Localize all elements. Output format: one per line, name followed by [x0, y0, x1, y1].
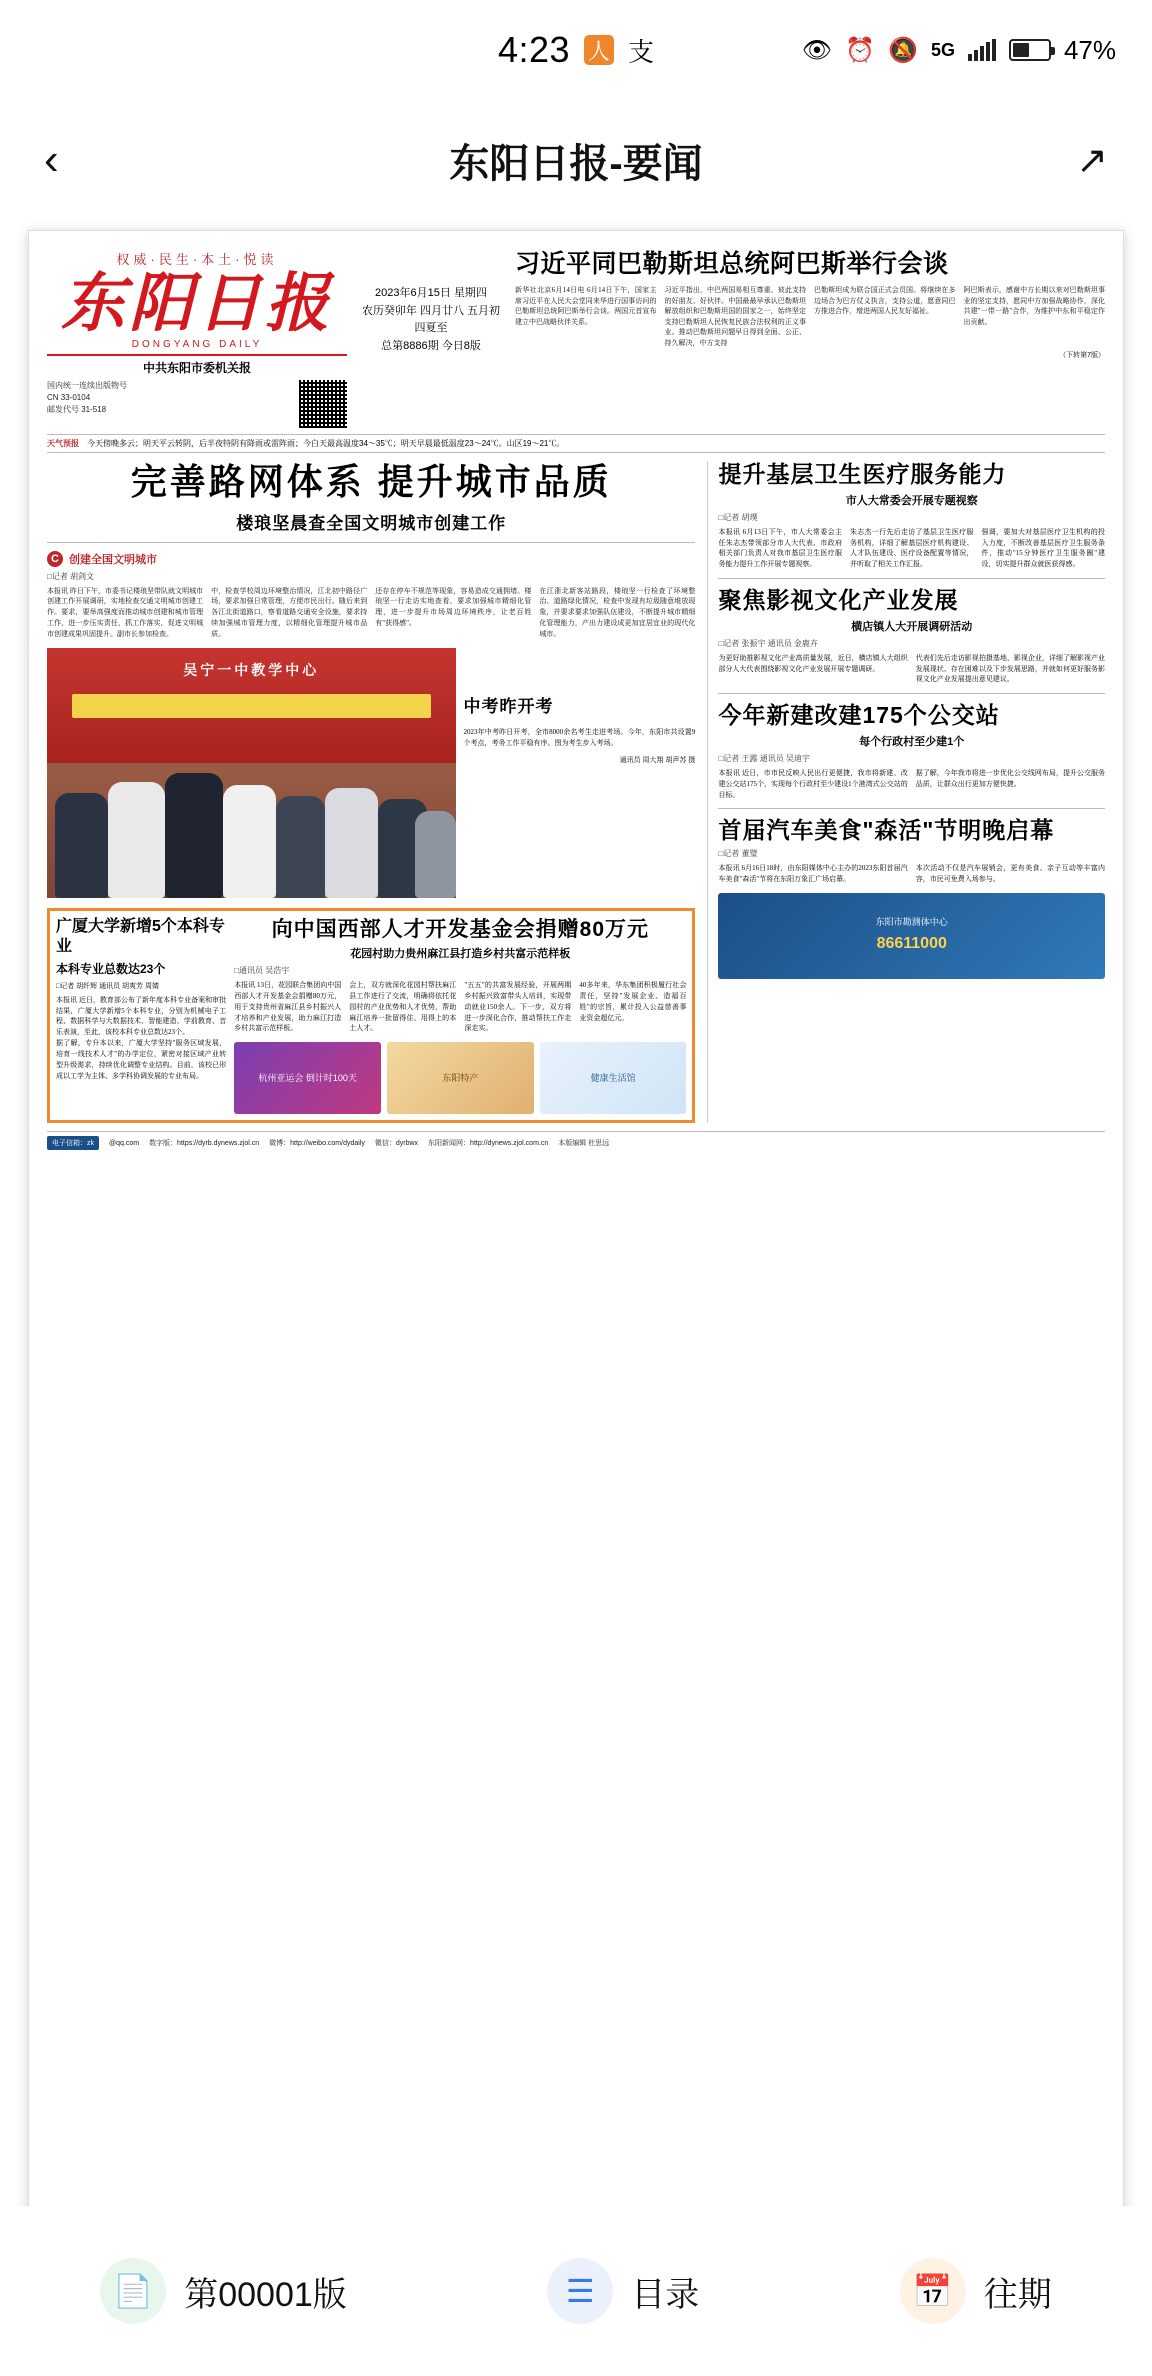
donation-paragraph: 会上，双方就深化花园村帮扶麻江县工作进行了交流，明确将依托花园村的产业优势和人才优势，帮助麻江培养一批留得住、用得上的本土人才。: [349, 980, 457, 1033]
divider: [718, 578, 1105, 579]
page-icon: 📄: [100, 2258, 166, 2324]
person-icon: 人: [584, 35, 614, 65]
masthead-date: [361, 249, 501, 428]
bottom-toolbar: [0, 2206, 1152, 2376]
masthead-meta-line-1: 国内统一连续出版物号: [47, 381, 127, 391]
status-bar: [0, 0, 1152, 100]
network-type: 5G: [930, 39, 955, 60]
weather-text: 今天傍晚多云；明天平云转阴，后半夜特阴有降雨或雷阵雨；今白天最高温度34～35℃；明天早晨最低温度23～24℃。山区19～21℃。: [87, 439, 565, 449]
divider: [47, 542, 695, 543]
story-health-paragraph: 强调，要加大对基层医疗卫生机构的投入力度，不断改善基层医疗卫生服务条件，推动"15分钟医疗卫生服务圈"建设，切实提升群众就医获得感。: [981, 527, 1105, 569]
product-ad-2[interactable]: 健康生活馆: [540, 1042, 687, 1114]
right-column: [707, 461, 1105, 1123]
story-film[interactable]: [718, 587, 1105, 685]
story-health-subhead: 市人大常委会开展专题视察: [845, 494, 978, 507]
status-bar-right: [802, 0, 1116, 100]
university-story-byline: □记者 胡纤辉 通讯员 胡爽芳 周婧: [56, 982, 160, 990]
service-ad-title: 东阳市勘测体中心: [875, 917, 948, 928]
story-food-paragraph: 本次活动不仅是汽车展销会，更有美食、亲子互动等丰富内容，市民可免费入场参与。: [915, 864, 1105, 883]
newspaper-footer: [47, 1131, 1105, 1150]
donation-paragraph: 本报讯 13日，花园联合集团向中国西部人才开发基金会捐赠80万元，用于支持贵州省麻江县乡村振兴人才培养和产业发展，助力麻江打造乡村共富示范样板。: [234, 980, 342, 1033]
story-film-headline: 聚焦影视文化产业发展: [718, 587, 959, 614]
photo-credit: 通讯员 周大翔 胡声苏 摄: [619, 757, 696, 765]
story-health-headline: 提升基层卫生医疗服务能力: [718, 461, 1007, 488]
badge-circle-icon: C: [47, 551, 63, 567]
toolbar-item-contents-label: 目录: [631, 2275, 700, 2314]
story-bus-subhead: 每个行政村至少建1个: [859, 735, 965, 748]
story-bus[interactable]: [718, 702, 1105, 800]
divider: [718, 808, 1105, 809]
donation-story[interactable]: [234, 917, 686, 1114]
story-food-body: [718, 863, 1105, 885]
masthead-meta-line-3: 邮发代号 31-518: [47, 405, 107, 415]
lead-paragraph: 习近平指出，中巴两国易相互尊重、彼此支持的好朋友、好伙伴。中国最最早承认巴勒斯坦解放组织和巴勒斯坦国的国家之一，始终坚定支持巴勒斯坦人民恢复民族合法权利的正义事业。推动巴勒斯坦问题早日得到全面、公正、持久解决，中方支持: [664, 286, 806, 347]
masthead-logo-en: DONGYANG DAILY: [131, 339, 263, 351]
main-paragraph: 还存在停车不规范等现象，容易造成交通拥堵。楼琅坚一行走访实地查看，要求加强城市精细化管理，进一步提升市场周边环境秩序，让老百姓有"获得感"。: [375, 586, 532, 628]
masthead-meta: [47, 380, 347, 428]
story-bus-body: [718, 768, 1105, 801]
main-paragraph: 本报讯 昨日下午，市委书记楼琅坚带队就文明城市创建工作开展调研，实地检查交通文明城市创建工作。要求，要举高强度而推动城市创建和城市管理工作，进一步压实责任，抓工作落实，促进文明城市创建成果巩固提升。副市长参加检查。: [47, 586, 204, 638]
page-title: 东阳日报-要闻: [449, 141, 703, 186]
title-bar: [0, 100, 1152, 220]
service-ad[interactable]: [718, 893, 1105, 979]
toolbar-item-archive-label: 往期: [983, 2275, 1052, 2314]
story-food-festival[interactable]: [718, 817, 1105, 884]
lead-paragraph: 巴勒斯坦成为联合国正式会员国。将继续在多边场合为巴方仗义执言，支持公道，愿意同巴方推进合作，增进两国人民友好福祉。: [814, 286, 956, 315]
story-film-byline: □记者 张振宇 通讯员 金鹿卉: [718, 638, 818, 648]
footer-item: @qq.com: [109, 1139, 140, 1147]
masthead-logo: 东阳日报: [61, 268, 333, 339]
donation-subhead: 花园村助力贵州麻江县打造乡村共富示范样板: [350, 947, 571, 960]
back-icon[interactable]: ‹: [44, 135, 59, 184]
masthead-date-line-2: 农历癸卯年 四月廿八 五月初四夏至: [361, 304, 501, 335]
university-story-paragraph: 据了解，专升本以来，广厦大学坚持"服务区域发展，培育一线技术人才"的办学定位，紧密对接区域产业转型升级需求，持续优化调整专业结构。目前，该校已形成以工学为主体、多学科协调发展的专业布局。: [56, 1039, 227, 1080]
story-health-paragraph: 朱志杰一行先后走访了基层卫生医疗服务机构，详细了解基层医疗机构建设、人才队伍建设、医疗设备配置等情况，并听取了相关工作汇报。: [849, 527, 974, 569]
university-story-paragraph: 本报讯 近日，教育部公布了新年度本科专业备案和审批结果，广厦大学新增5个本科专业，分别为机械电子工程、数据科学与大数据技术、智能建造、学前教育、音乐表演，至此，该校本科专业总数达23个。: [56, 995, 227, 1037]
main-story-subhead: 楼琅坚晨查全国文明城市创建工作: [236, 513, 507, 533]
photo-block: [47, 648, 695, 898]
main-paragraph: 在江浙北新客站路段，楼琅坚一行检查了环境整治、道路绿化情况，检查中发现有垃圾随意堆放现象，并要求要求加强队伍建设，不断提升城市精细化管理能力，产出力建设成更加宜居宜业的现代化城市。: [539, 586, 696, 638]
photo-caption: [464, 648, 696, 898]
story-health-body: [718, 527, 1105, 570]
masthead-brand: [47, 249, 347, 428]
story-bus-paragraph: 据了解，今年我市将进一步优化公交线网布局，提升公交服务品质，让群众出行更加方便快捷。: [915, 768, 1105, 788]
university-story[interactable]: [56, 917, 226, 1114]
lead-article[interactable]: [515, 249, 1105, 428]
photo-sign-text: 吴宁一中教学中心: [183, 661, 320, 678]
signal-icon: [968, 39, 996, 61]
status-time: 4:23: [497, 29, 571, 70]
weather-label: 天气预报: [47, 439, 79, 449]
masthead-rule: [47, 354, 347, 356]
footer-item: 微信：dyrbwx: [374, 1140, 419, 1148]
story-film-paragraph: 为更好助推影视文化产业高质量发展，近日，横店镇人大组织部分人大代表围绕影视文化产业发展开展专题调研。: [718, 653, 908, 673]
donation-body: [234, 980, 686, 1034]
photo-crowd: [47, 753, 456, 898]
main-paragraph: 中，检查学校周边环境整治情况，江北初中路径广场，要求加强日常管理，方便市民出行。随后来到各江北街道路口，察看道路交通安全设施，要求持续加强城市管理力度，以精细化管理提升城市品质。: [211, 586, 368, 638]
story-bus-paragraph: 本报讯 近日，市市民反映人民出行更便捷，我市将新建、改建公交站175个，实现每个行政村至少建设1个港湾式公交站的目标。: [718, 768, 908, 799]
lead-article-continuation: （下转第7版）: [1059, 352, 1105, 359]
story-health-byline: □记者 胡璞: [718, 512, 758, 522]
alipay-icon: 支: [628, 36, 655, 67]
story-film-paragraph: 代表们先后走访影视拍摄基地、影视企业，详细了解影视产业发展现状、存在困难以及下步发展思路，并就如何更好服务影视文化产业发展提出意见建议。: [915, 653, 1105, 684]
bell-off-icon: 🔕: [888, 36, 918, 64]
story-food-headline: 首届汽车美食"森活"节明晚启幕: [718, 817, 1055, 844]
list-icon: ☰: [547, 2258, 613, 2324]
battery-icon: [1009, 39, 1051, 61]
divider: [718, 693, 1105, 694]
eye-icon: 👁: [801, 36, 833, 64]
battery-percent: 47%: [1063, 34, 1116, 65]
masthead-date-line-3: 总第8886期 今日8版: [381, 339, 481, 352]
calendar-icon: 📅: [900, 2258, 966, 2324]
product-ad-1[interactable]: 东阳特产: [387, 1042, 534, 1114]
photo-caption-body: 2023年中考昨日开考，全市8000余名考生走进考场。今年，东阳市共设置9个考点，考务工作平稳有序。图为考生步入考场。: [463, 727, 696, 747]
footer-item: 本版编辑 杜思远: [558, 1140, 610, 1148]
story-bus-headline: 今年新建改建175个公交站: [718, 702, 1000, 729]
newspaper-page[interactable]: [28, 230, 1124, 2220]
masthead: [47, 249, 1105, 428]
story-food-byline: □记者 董璧: [718, 849, 758, 858]
qr-code-icon: [299, 380, 347, 428]
toolbar-item-page[interactable]: [100, 2258, 347, 2324]
photo-caption-title: 中考昨开考: [463, 696, 554, 716]
university-story-title: 广厦大学新增5个本科专业: [56, 917, 225, 955]
share-icon[interactable]: ↗: [1076, 139, 1108, 182]
section-badge: [47, 551, 695, 567]
donation-byline: □通讯员 吴浩宇: [234, 965, 290, 975]
university-story-subtitle: 本科专业总数达23个: [56, 961, 166, 976]
lead-paragraph: 新华社北京6月14日电 6月14日下午，国家主席习近平在人民大会堂同来华进行国事访问的巴勒斯坦总统阿巴斯举行会谈。两国元首宣布建立中巴战略伙伴关系。: [515, 286, 657, 326]
lead-article-body: [515, 285, 1105, 348]
page-body: [47, 461, 1105, 1123]
toolbar-item-page-label: 第00001版: [184, 2275, 347, 2314]
donation-paragraph: 40多年来，华东集团积极履行社会责任，坚持"发展企业、造福百姓"的宗旨，累计投入公益慈善事业资金超亿元。: [579, 980, 687, 1022]
footer-item: 微博：http://weibo.com/dydaily: [269, 1140, 365, 1148]
donation-headline: 向中国西部人才开发基金会捐赠80万元: [271, 917, 649, 941]
highlighted-article-box[interactable]: [47, 908, 695, 1123]
lead-article-headline: 习近平同巴勒斯坦总统阿巴斯举行会谈: [515, 250, 949, 278]
ad-row[interactable]: [234, 1042, 686, 1114]
masthead-org: 中共东阳市委机关报: [142, 361, 251, 376]
story-film-body: [718, 653, 1105, 686]
main-story-byline: □记者 胡剑文: [47, 571, 95, 581]
photo-banner: [72, 694, 432, 718]
footer-email-tag: 电子信箱：zk: [47, 1136, 99, 1150]
story-bus-byline: □记者 王露 通讯员 吴迪宇: [718, 753, 810, 763]
news-photo: [47, 648, 456, 898]
footer-item: 数字版：https://dyrb.dynews.zjol.cn: [149, 1140, 260, 1148]
status-bar-center: [498, 29, 654, 71]
service-ad-phone: 86611000: [876, 934, 947, 952]
story-film-subhead: 横店镇人大开展调研活动: [851, 620, 973, 633]
main-story-headline: 完善路网体系 提升城市品质: [130, 461, 612, 503]
weather-strip: [47, 434, 1105, 453]
donation-paragraph: "五五"的共富发展经验，开展两期乡村振兴致富带头人培训，实现带动就业150余人。下一步，双方将进一步深化合作，推动帮扶工作走深走实。: [464, 980, 572, 1033]
main-story-body: [47, 586, 695, 640]
lead-paragraph: 阿巴斯表示，感谢中方长期以来对巴勒斯坦事业的坚定支持，愿同中方加强战略协作，深化共建"一带一路"合作，为维护中东和平稳定作出贡献。: [963, 286, 1105, 326]
masthead-date-line-1: 2023年6月15日 星期四: [375, 287, 487, 299]
hangzhou-asian-games-ad[interactable]: 杭州亚运会 倒计时100天: [234, 1042, 381, 1114]
toolbar-item-contents[interactable]: [547, 2258, 699, 2324]
toolbar-item-archive[interactable]: [900, 2258, 1052, 2324]
masthead-meta-line-2: CN 33-0104: [47, 393, 91, 403]
story-health-paragraph: 本报讯 6月13日下午，市人大常委会主任朱志杰带领部分市人大代表、市政府相关部门负责人对我市基层卫生医疗服务能力提升工作开展专题视察。: [718, 527, 842, 569]
alarm-icon: ⏰: [845, 36, 876, 64]
footer-item: 东阳新闻网：http://dynews.zjol.com.cn: [428, 1140, 549, 1148]
left-column: [47, 461, 695, 1123]
masthead-tagline: 权威·民生·本土·悦读: [116, 252, 278, 267]
badge-label: 创建全国文明城市: [69, 553, 157, 566]
story-health[interactable]: [718, 461, 1105, 570]
story-food-paragraph: 本报讯 6月16日18时，由东阳媒体中心主办的2023东阳首届汽车美食"森活"节将在东阳万象汇广场启幕。: [718, 864, 908, 883]
